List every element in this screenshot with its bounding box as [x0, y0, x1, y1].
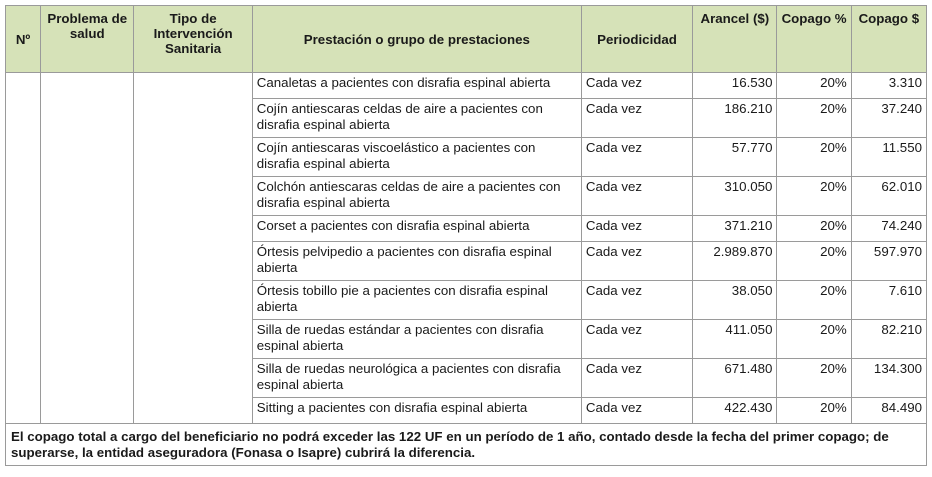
cell-periodicidad: Cada vez — [581, 138, 692, 177]
cell-arancel: 38.050 — [693, 281, 777, 320]
footer-note: El copago total a cargo del beneficiario no podrá exceder las 122 UF en un período de 1 año, contado desde la fecha del primer copago; de superarse, la entidad aseguradora (Fonasa o Isapre) cubrirá la diferencia. — [6, 424, 927, 466]
cell-arancel: 2.989.870 — [693, 242, 777, 281]
cell-periodicidad: Cada vez — [581, 216, 692, 242]
cell-copago-pct: 20% — [777, 138, 851, 177]
copago-table — [5, 5, 927, 466]
cell-arancel: 411.050 — [693, 320, 777, 359]
cell-copago-pct: 20% — [777, 73, 851, 99]
header-copago-pct: Copago % — [777, 6, 851, 73]
cell-arancel: 310.050 — [693, 177, 777, 216]
header-problema: Problema de salud — [41, 6, 134, 73]
cell-copago-val: 11.550 — [851, 138, 926, 177]
cell-periodicidad: Cada vez — [581, 359, 692, 398]
cell-periodicidad: Cada vez — [581, 177, 692, 216]
table-row — [6, 73, 927, 99]
cell-arancel: 422.430 — [693, 398, 777, 424]
cell-periodicidad: Cada vez — [581, 281, 692, 320]
cell-copago-pct: 20% — [777, 99, 851, 138]
header-periodicidad: Periodicidad — [581, 6, 692, 73]
cell-prestacion: Canaletas a pacientes con disrafia espinal abierta — [252, 73, 581, 99]
cell-tipo — [134, 73, 252, 424]
cell-copago-pct: 20% — [777, 242, 851, 281]
cell-copago-val: 597.970 — [851, 242, 926, 281]
cell-copago-val: 3.310 — [851, 73, 926, 99]
cell-prestacion: Cojín antiescaras viscoelástico a pacientes con disrafia espinal abierta — [252, 138, 581, 177]
cell-copago-pct: 20% — [777, 216, 851, 242]
cell-prestacion: Silla de ruedas neurológica a pacientes con disrafia espinal abierta — [252, 359, 581, 398]
cell-copago-val: 134.300 — [851, 359, 926, 398]
cell-prestacion: Órtesis tobillo pie a pacientes con disrafia espinal abierta — [252, 281, 581, 320]
cell-arancel: 57.770 — [693, 138, 777, 177]
cell-copago-pct: 20% — [777, 398, 851, 424]
cell-periodicidad: Cada vez — [581, 73, 692, 99]
header-row — [6, 6, 927, 73]
cell-copago-pct: 20% — [777, 281, 851, 320]
header-tipo: Tipo de Intervención Sanitaria — [134, 6, 252, 73]
cell-prestacion: Sitting a pacientes con disrafia espinal abierta — [252, 398, 581, 424]
header-arancel: Arancel ($) — [693, 6, 777, 73]
footer-row — [6, 424, 927, 466]
cell-copago-pct: 20% — [777, 177, 851, 216]
cell-copago-val: 74.240 — [851, 216, 926, 242]
header-copago-val: Copago $ — [851, 6, 926, 73]
cell-periodicidad: Cada vez — [581, 398, 692, 424]
header-prestacion: Prestación o grupo de prestaciones — [252, 6, 581, 73]
cell-arancel: 671.480 — [693, 359, 777, 398]
cell-prestacion: Corset a pacientes con disrafia espinal abierta — [252, 216, 581, 242]
cell-copago-pct: 20% — [777, 320, 851, 359]
cell-copago-val: 7.610 — [851, 281, 926, 320]
cell-arancel: 16.530 — [693, 73, 777, 99]
cell-arancel: 186.210 — [693, 99, 777, 138]
cell-copago-val: 84.490 — [851, 398, 926, 424]
cell-arancel: 371.210 — [693, 216, 777, 242]
cell-problema — [41, 73, 134, 424]
cell-prestacion: Colchón antiescaras celdas de aire a pacientes con disrafia espinal abierta — [252, 177, 581, 216]
cell-periodicidad: Cada vez — [581, 320, 692, 359]
cell-prestacion: Cojín antiescaras celdas de aire a pacientes con disrafia espinal abierta — [252, 99, 581, 138]
cell-copago-val: 62.010 — [851, 177, 926, 216]
cell-periodicidad: Cada vez — [581, 99, 692, 138]
cell-no — [6, 73, 41, 424]
cell-prestacion: Silla de ruedas estándar a pacientes con disrafia espinal abierta — [252, 320, 581, 359]
cell-periodicidad: Cada vez — [581, 242, 692, 281]
header-no: Nº — [6, 6, 41, 73]
cell-copago-val: 37.240 — [851, 99, 926, 138]
cell-copago-pct: 20% — [777, 359, 851, 398]
cell-copago-val: 82.210 — [851, 320, 926, 359]
cell-prestacion: Órtesis pelvipedio a pacientes con disrafia espinal abierta — [252, 242, 581, 281]
